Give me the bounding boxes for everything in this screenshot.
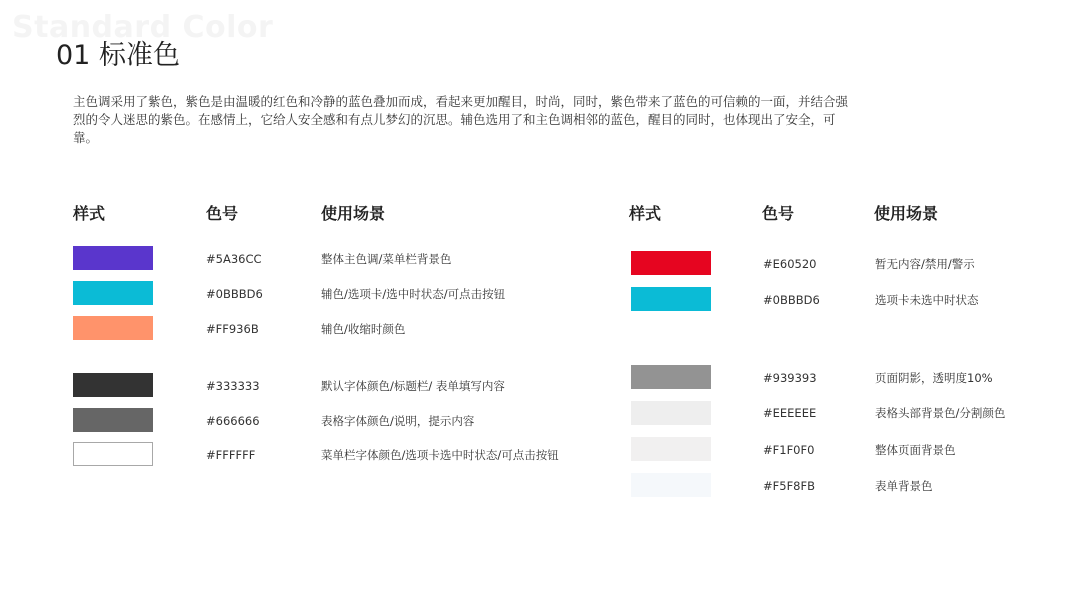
color-swatch (631, 473, 711, 497)
color-code: #5A36CC (206, 252, 262, 266)
usage-text: 选项卡未选中时状态 (875, 293, 979, 307)
color-code: #F1F0F0 (763, 443, 815, 457)
color-swatch (631, 365, 711, 389)
page-title: 01 标准色 (56, 40, 180, 71)
usage-text: 暂无内容/禁用/警示 (875, 257, 975, 271)
color-swatch (73, 246, 153, 270)
color-code: #EEEEEE (763, 406, 817, 420)
color-code: #333333 (206, 379, 260, 393)
usage-text: 整体主色调/菜单栏背景色 (321, 252, 452, 266)
usage-text: 辅色/选项卡/选中时状态/可点击按钮 (321, 287, 506, 301)
usage-text: 整体页面背景色 (875, 443, 956, 457)
color-swatch (73, 373, 153, 397)
left-header-style: 样式 (73, 204, 106, 223)
color-code: #F5F8FB (763, 479, 816, 493)
usage-text: 菜单栏字体颜色/选项卡选中时状态/可点击按钮 (321, 448, 559, 462)
right-header-code: 色号 (762, 204, 795, 223)
right-header-usage: 使用场景 (874, 204, 939, 223)
color-code: #FFFFFF (206, 448, 256, 462)
usage-text: 表单背景色 (875, 479, 933, 493)
watermark-heading: Standard Color (12, 10, 274, 45)
usage-text: 辅色/收缩时颜色 (321, 322, 406, 336)
color-swatch (73, 316, 153, 340)
color-swatch (73, 442, 153, 466)
usage-text: 默认字体颜色/标题栏/ 表单填写内容 (321, 379, 505, 393)
color-code: #0BBBD6 (206, 287, 263, 301)
color-swatch (631, 251, 711, 275)
color-swatch (73, 281, 153, 305)
color-code: #939393 (763, 371, 817, 385)
color-code: #666666 (206, 414, 260, 428)
color-swatch (631, 437, 711, 461)
color-swatch (631, 401, 711, 425)
color-swatch (631, 287, 711, 311)
color-code: #E60520 (763, 257, 817, 271)
intro-paragraph: 主色调采用了紫色，紫色是由温暖的红色和冷静的蓝色叠加而成，看起来更加醒目，时尚，同时，紫色带来了蓝色的可信赖的一面，并结合强烈的令人迷思的紫色。在感情上，它给人安全感和有点儿梦幻的沉思。辅色选用了和主色调相邻的蓝色，醒目的同时，也体现出了安全，可靠。 (73, 94, 849, 145)
right-header-style: 样式 (629, 204, 662, 223)
usage-text: 页面阴影，透明度10% (875, 371, 993, 385)
color-swatch (73, 408, 153, 432)
left-header-code: 色号 (206, 204, 239, 223)
usage-text: 表格字体颜色/说明，提示内容 (321, 414, 475, 428)
usage-text: 表格头部背景色/分割颜色 (875, 406, 1006, 420)
color-code: #0BBBD6 (763, 293, 820, 307)
color-code: #FF936B (206, 322, 259, 336)
left-header-usage: 使用场景 (321, 204, 386, 223)
